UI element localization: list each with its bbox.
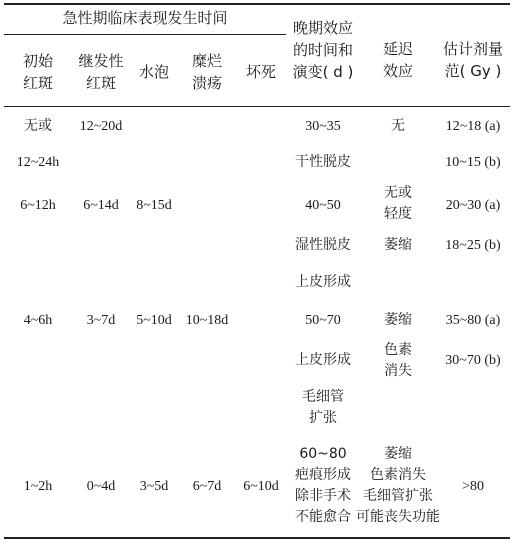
header-text: 估计剂量 <box>442 40 503 58</box>
header-rule <box>4 106 510 107</box>
cell-line: 扩张 <box>309 410 337 426</box>
cell-late-effect: 湿性脱皮 <box>295 237 351 253</box>
cell-delayed-effect <box>352 444 444 528</box>
header-ulceration <box>178 50 236 94</box>
cell-initial-erythema: 4~6h <box>23 313 53 328</box>
cell-line: 无或 <box>384 185 412 201</box>
cell-late-effect: 干性脱皮 <box>295 154 351 170</box>
cell-late-effect <box>286 444 360 528</box>
header-text: 延迟 <box>382 40 413 58</box>
cell-late-effect: 40~50 <box>305 198 341 213</box>
cell-secondary-erythema: 6~14d <box>83 198 119 213</box>
header-blister: 水泡 <box>138 63 169 81</box>
cell-initial-erythema: 6~12h <box>20 198 56 213</box>
header-secondary-erythema <box>72 50 130 94</box>
cell-line: 除非手术 <box>295 488 351 504</box>
cell-delayed-effect: 萎缩 <box>384 237 412 253</box>
cell-line: 毛细管 <box>302 389 344 405</box>
cell-blister: 8~15d <box>136 198 172 213</box>
cell-dose: 10~15 (b) <box>445 155 501 170</box>
cell-blister: 5~10d <box>136 313 172 328</box>
cell-dose: 30~70 (b) <box>445 353 501 368</box>
header-late-effect <box>286 17 360 83</box>
header-text: 继发性 <box>78 52 124 70</box>
cell-dose: 12~18 (a) <box>445 119 501 134</box>
cell-line: 可能丧失功能 <box>356 509 440 525</box>
header-text: 演变( d ) <box>292 63 354 81</box>
cell-delayed-effect <box>360 183 436 225</box>
cell-dose: >80 <box>462 479 484 494</box>
cell-initial-erythema: 1~2h <box>23 479 53 494</box>
cell-line: 色素消失 <box>370 467 426 483</box>
header-text: 红斑 <box>22 74 53 92</box>
header-text: 范( Gy ) <box>444 62 502 80</box>
cell-delayed-effect: 无 <box>391 118 405 134</box>
cell-line: 毛细管扩张 <box>363 488 433 504</box>
top-rule <box>4 3 510 5</box>
header-estimated-dose <box>436 38 510 82</box>
header-text: 红斑 <box>85 74 116 92</box>
header-text: 的时间和 <box>292 41 353 59</box>
cell-initial-erythema: 无或 <box>24 118 52 134</box>
header-initial-erythema <box>4 50 72 94</box>
cell-line: 轻度 <box>384 206 412 222</box>
cell-late-effect: 上皮形成 <box>295 274 351 290</box>
header-text: 糜烂 <box>191 52 222 70</box>
cell-secondary-erythema: 3~7d <box>86 313 116 328</box>
header-text: 晚期效应 <box>292 19 353 37</box>
cell-dose: 20~30 (a) <box>445 198 501 213</box>
cell-line: 消失 <box>384 363 412 379</box>
header-text: 初始 <box>22 52 53 70</box>
cell-line: 60~80 <box>299 446 347 462</box>
group-underline <box>4 34 286 35</box>
cell-ulceration: 10~18d <box>185 313 229 328</box>
cell-late-effect: 上皮形成 <box>295 352 351 368</box>
cell-delayed-effect: 萎缩 <box>384 312 412 328</box>
header-necrosis: 坏死 <box>245 63 276 81</box>
cell-delayed-effect <box>360 340 436 382</box>
cell-secondary-erythema: 0~4d <box>86 479 116 494</box>
header-delayed-effect <box>360 38 436 82</box>
bottom-rule <box>4 537 510 539</box>
cell-line: 萎缩 <box>384 446 412 462</box>
cell-initial-erythema: 12~24h <box>16 155 60 170</box>
cell-dose: 18~25 (b) <box>445 238 501 253</box>
cell-necrosis: 6~10d <box>243 479 279 494</box>
cell-late-effect: 50~70 <box>305 313 341 328</box>
cell-blister: 3~5d <box>139 479 169 494</box>
header-group: 急性期临床表现发生时间 <box>62 9 228 27</box>
cell-late-effect: 30~35 <box>305 119 341 134</box>
cell-ulceration: 6~7d <box>192 479 222 494</box>
cell-line: 色素 <box>384 342 412 358</box>
cell-secondary-erythema: 12~20d <box>79 119 123 134</box>
cell-dose: 35~80 (a) <box>445 313 501 328</box>
cell-line: 疤痕形成 <box>295 467 351 483</box>
header-text: 溃疡 <box>191 74 222 92</box>
cell-line: 不能愈合 <box>295 509 351 525</box>
header-text: 效应 <box>382 62 413 80</box>
cell-late-effect <box>286 387 360 429</box>
